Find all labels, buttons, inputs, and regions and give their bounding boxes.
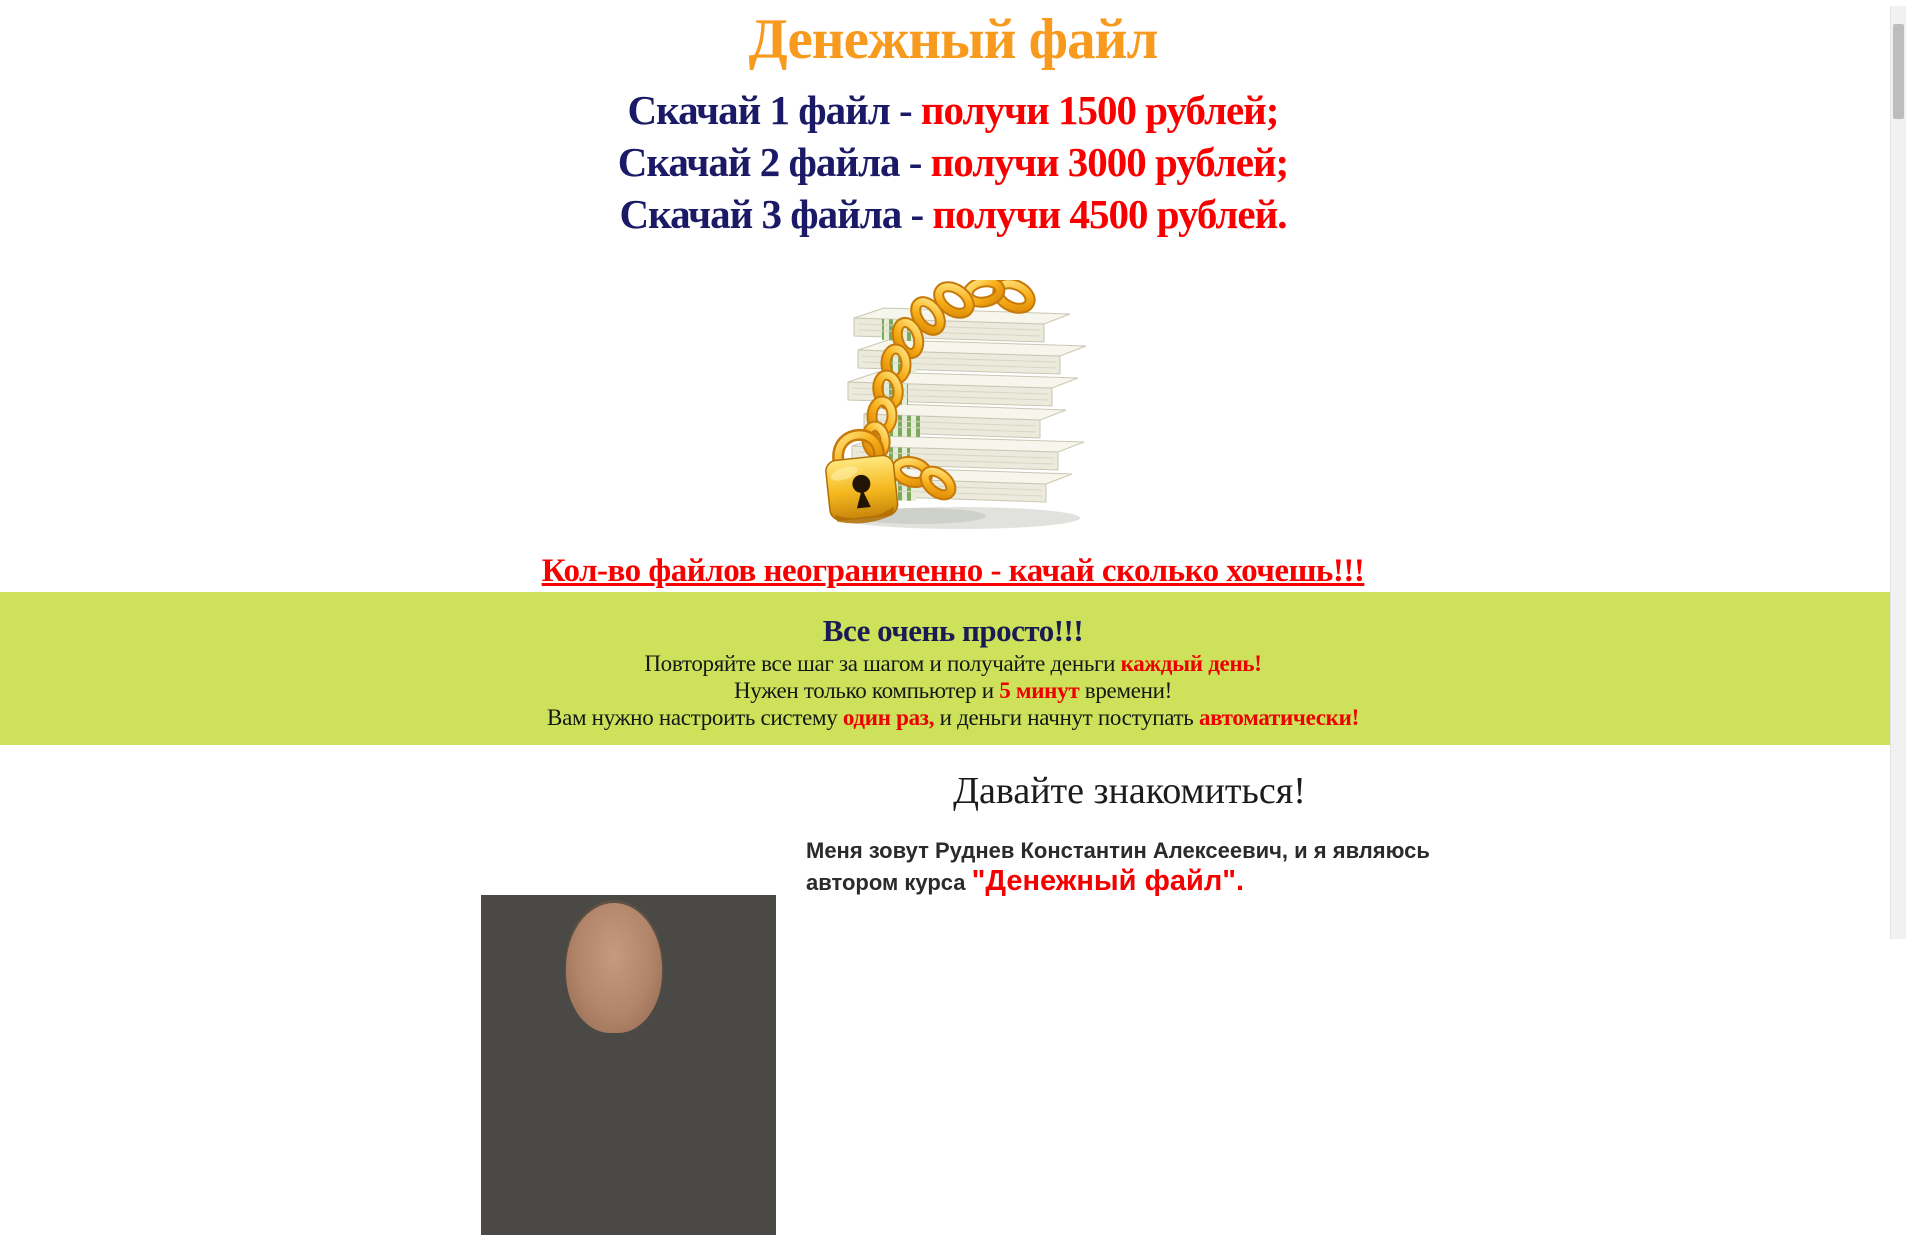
about-text-column xyxy=(806,771,1453,1235)
banner-text: и деньги начнут поступать xyxy=(934,705,1199,730)
vertical-scrollbar[interactable] xyxy=(1890,6,1906,939)
offer-reward: получи 4500 рублей. xyxy=(932,191,1287,237)
offer-list xyxy=(0,84,1906,240)
banner-text: Повторяйте все шаг за шагом и получайте деньги xyxy=(644,651,1121,676)
unlimited-files-link[interactable]: Кол-во файлов неограниченно - качай сколько хочешь!!! xyxy=(541,553,1365,589)
banner-highlight: один раз, xyxy=(842,705,935,730)
author-head xyxy=(566,903,662,1033)
author-photo-column xyxy=(453,771,806,1235)
simple-steps-banner xyxy=(0,592,1906,745)
about-author-section xyxy=(0,771,1906,1235)
link-row xyxy=(0,554,1906,588)
scrollbar-thumb[interactable] xyxy=(1893,24,1904,119)
author-photo xyxy=(481,895,776,1235)
banner-line-2 xyxy=(0,677,1906,704)
banner-line-3 xyxy=(0,704,1906,731)
banner-line-1 xyxy=(0,650,1906,677)
intro-line-1: Меня зовут Руднев Константин Алексеевич, и я являюсь xyxy=(806,838,1430,863)
landing-page xyxy=(0,6,1906,939)
banner-highlight: автоматически! xyxy=(1198,705,1359,730)
course-name-highlight: "Денежный файл". xyxy=(971,865,1245,897)
banner-highlight: каждый день! xyxy=(1120,651,1262,676)
banner-text: Вам нужно настроить систему xyxy=(547,705,843,730)
offer-reward: получи 3000 рублей; xyxy=(930,139,1289,185)
intro-line-2: автором курса xyxy=(806,870,972,895)
author-intro xyxy=(806,835,1453,898)
offer-line-3 xyxy=(0,188,1906,240)
offer-line-2 xyxy=(0,136,1906,188)
banner-highlight: 5 минут xyxy=(999,678,1080,703)
banner-text: Нужен только компьютер и xyxy=(734,678,1000,703)
offer-line-1 xyxy=(0,84,1906,136)
about-title: Давайте знакомиться! xyxy=(953,770,1306,812)
offer-action: Скачай 3 файла - xyxy=(619,191,933,237)
money-stacks-with-gold-chain-and-padlock-icon xyxy=(0,280,1906,532)
offer-reward: получи 1500 рублей; xyxy=(920,87,1279,133)
offer-action: Скачай 2 файла - xyxy=(617,139,931,185)
banner-title: Все очень просто!!! xyxy=(822,613,1084,648)
offer-action: Скачай 1 файл - xyxy=(627,87,921,133)
banner-text: времени! xyxy=(1079,678,1172,703)
page-title: Денежный файл xyxy=(748,8,1158,71)
